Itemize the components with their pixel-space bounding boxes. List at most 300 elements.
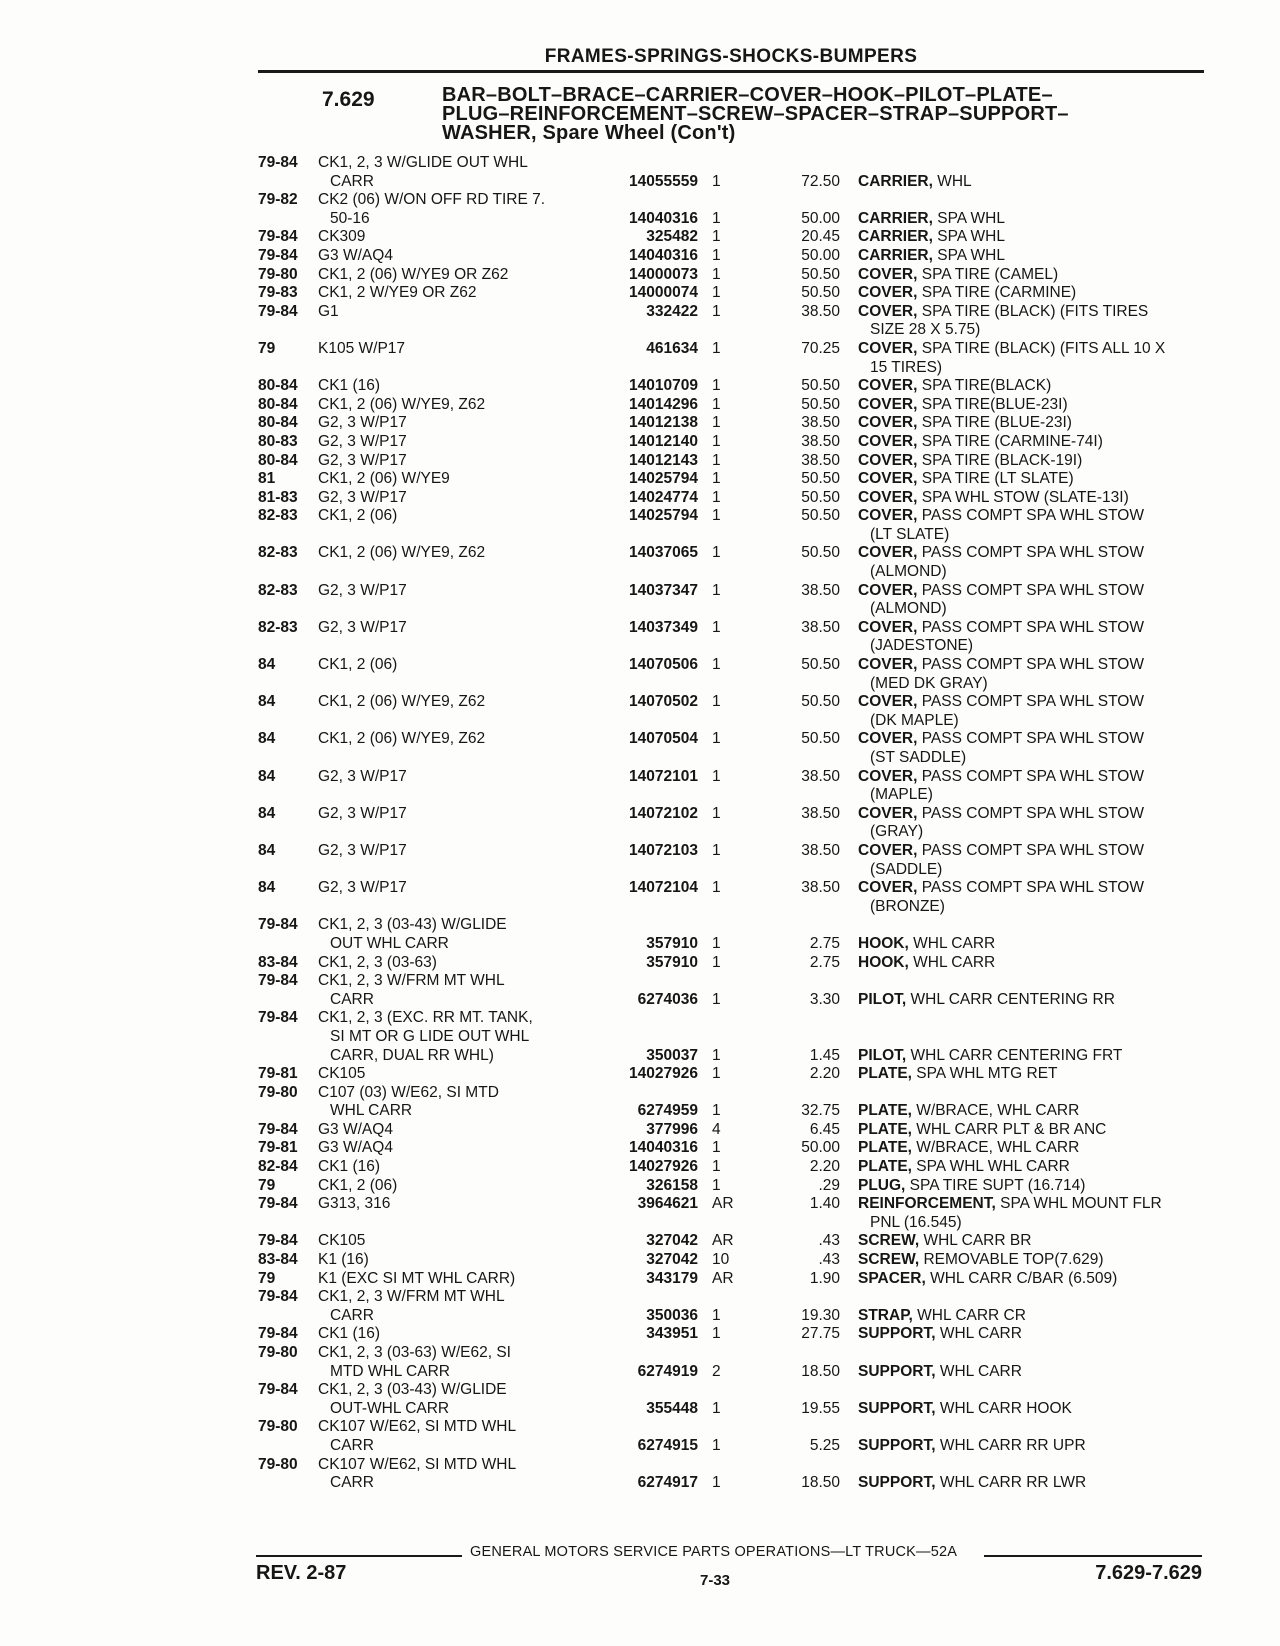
description-line: CK1, 2, 3 (03-43) W/GLIDE — [318, 1381, 507, 1399]
part-number: 14037349 — [629, 618, 698, 636]
part-name-keyword: COVER, — [858, 618, 918, 636]
list-price: 72.50 — [801, 172, 840, 190]
quantity: 1 — [712, 1176, 721, 1194]
quantity: 1 — [712, 339, 721, 357]
part-number: 14027926 — [629, 1065, 698, 1083]
group-title — [442, 86, 1202, 143]
quantity: 1 — [712, 302, 721, 320]
group-title-line: PLUG–REINFORCEMENT–SCREW–SPACER–STRAP–SUPPORT– — [442, 103, 1069, 125]
quantity: 1 — [712, 395, 721, 413]
application-description — [318, 954, 586, 973]
description-line: CK1, 2, 3 (03-63) W/E62, SI — [318, 1344, 511, 1362]
quantity: 1 — [712, 1325, 721, 1343]
description-line: G2, 3 W/P17 — [318, 879, 407, 897]
part-name — [858, 470, 1208, 489]
model-years: 82-83 — [258, 544, 298, 562]
part-name-detail: WHL CARR CENTERING FRT — [906, 1046, 1123, 1064]
table-row — [258, 619, 1208, 656]
part-name — [858, 1139, 1208, 1158]
model-years: 79-84 — [258, 154, 298, 171]
application-description — [318, 284, 586, 303]
part-name-keyword: SCREW, — [858, 1251, 920, 1269]
part-name — [858, 730, 1208, 767]
quantity: 10 — [712, 1251, 730, 1269]
application-description — [318, 396, 586, 415]
table-row — [258, 377, 1208, 396]
list-price: 2.75 — [809, 953, 840, 971]
application-description — [318, 1418, 586, 1455]
application-description — [318, 433, 586, 452]
part-name-keyword: SUPPORT, — [858, 1436, 936, 1454]
list-price: .43 — [818, 1251, 840, 1269]
model-years: 79-84 — [258, 302, 298, 320]
list-price: 50.50 — [801, 284, 840, 302]
part-name-keyword: CARRIER, — [858, 209, 933, 227]
model-years: 82-83 — [258, 618, 298, 636]
description-line: CK1, 2 (06) W/YE9, Z62 — [318, 730, 486, 748]
part-number: 14012138 — [629, 414, 698, 432]
application-description — [318, 1232, 586, 1251]
model-years: 79-80 — [258, 1344, 298, 1362]
application-description — [318, 544, 586, 563]
table-row — [258, 1065, 1208, 1084]
model-years: 84 — [258, 804, 276, 822]
part-name-keyword: CARRIER, — [858, 246, 933, 264]
description-line: G2, 3 W/P17 — [318, 414, 407, 432]
quantity: 1 — [712, 1158, 721, 1176]
part-name — [858, 1437, 1208, 1456]
part-name — [858, 1474, 1208, 1493]
part-name-keyword: PLUG, — [858, 1176, 906, 1194]
table-row — [258, 972, 1208, 1009]
list-price: 50.00 — [801, 209, 840, 227]
application-description — [318, 805, 586, 824]
part-number: 14012140 — [629, 432, 698, 450]
part-name-detail: PASS COMPT SPA WHL STOW — [917, 581, 1144, 599]
application-description — [318, 972, 586, 1009]
model-years: 84 — [258, 656, 276, 674]
list-price: 50.50 — [801, 656, 840, 674]
part-name — [858, 1195, 1208, 1232]
part-name — [858, 619, 1208, 656]
part-name-detail: SPA TIRE (BLACK-19I) — [917, 451, 1083, 469]
part-name-keyword: PLATE, — [858, 1158, 912, 1176]
part-number: 14040316 — [629, 209, 698, 227]
list-price: 50.00 — [801, 246, 840, 264]
part-name-detail: PASS COMPT SPA WHL STOW — [917, 730, 1144, 748]
list-price: 50.50 — [801, 488, 840, 506]
part-name — [858, 210, 1208, 229]
quantity: 1 — [712, 172, 721, 190]
list-price: 2.20 — [809, 1158, 840, 1176]
group-range: 7.629-7.629 — [1095, 1562, 1202, 1584]
part-name-keyword: COVER, — [858, 656, 918, 674]
list-price: 38.50 — [801, 841, 840, 859]
application-description — [318, 452, 586, 471]
part-name — [858, 1270, 1208, 1289]
part-name-keyword: CARRIER, — [858, 172, 933, 190]
table-row — [258, 1344, 1208, 1381]
part-name-detail: W/BRACE, WHL CARR — [911, 1139, 1080, 1157]
part-number: 327042 — [646, 1232, 698, 1250]
quantity: 1 — [712, 246, 721, 264]
part-name-continuation: 15 TIRES) — [870, 358, 943, 376]
revision-label: REV. 2-87 — [256, 1562, 347, 1584]
description-line: CARR — [330, 990, 374, 1008]
footer-publisher: GENERAL MOTORS SERVICE PARTS OPERATIONS—LT TRUCK—52A — [470, 1544, 958, 1560]
part-number: 14024774 — [629, 488, 698, 506]
part-name-detail: WHL CARR CENTERING RR — [906, 990, 1115, 1008]
table-row — [258, 452, 1208, 471]
part-name-keyword: STRAP, — [858, 1306, 913, 1324]
description-line: K1 (16) — [318, 1251, 369, 1269]
list-price: 20.45 — [801, 228, 840, 246]
description-line: WHL CARR — [330, 1102, 413, 1120]
part-name-keyword: PLATE, — [858, 1139, 912, 1157]
part-number: 14072102 — [629, 804, 698, 822]
application-description — [318, 1177, 586, 1196]
part-name-continuation: (ALMOND) — [870, 563, 947, 581]
part-name — [858, 340, 1208, 377]
description-line: CK1, 2 (06) — [318, 507, 398, 525]
part-number: 14000074 — [629, 284, 698, 302]
model-years: 81 — [258, 470, 276, 488]
list-price: 50.50 — [801, 470, 840, 488]
description-line: CARR — [330, 1474, 374, 1492]
table-row — [258, 1288, 1208, 1325]
table-row — [258, 1325, 1208, 1344]
part-name-continuation: (LT SLATE) — [870, 525, 950, 543]
application-description — [318, 1456, 586, 1493]
application-description — [318, 154, 586, 191]
table-row — [258, 247, 1208, 266]
table-row — [258, 1009, 1208, 1065]
table-row — [258, 730, 1208, 767]
part-name — [858, 1251, 1208, 1270]
part-name-keyword: PLATE, — [858, 1065, 912, 1083]
part-number: 343951 — [646, 1325, 698, 1343]
model-years: 82-83 — [258, 507, 298, 525]
parts-table — [258, 154, 1208, 1493]
part-name-detail: REMOVABLE TOP(7.629) — [919, 1251, 1104, 1269]
quantity: 2 — [712, 1362, 721, 1380]
part-name-keyword: COVER, — [858, 451, 918, 469]
model-years: 79 — [258, 339, 276, 357]
part-name-continuation: (SADDLE) — [870, 860, 943, 878]
application-description — [318, 1158, 586, 1177]
part-name-continuation: (MAPLE) — [870, 786, 933, 804]
table-row — [258, 1456, 1208, 1493]
description-line: MTD WHL CARR — [330, 1362, 450, 1380]
model-years: 79-82 — [258, 191, 298, 209]
part-number: 6274959 — [637, 1102, 698, 1120]
table-row — [258, 470, 1208, 489]
part-name-detail: WHL CARR — [908, 934, 996, 952]
model-years: 79 — [258, 1269, 276, 1287]
application-description — [318, 414, 586, 433]
part-name-keyword: REINFORCEMENT, — [858, 1195, 996, 1213]
table-row — [258, 582, 1208, 619]
table-row — [258, 1270, 1208, 1289]
list-price: .29 — [818, 1176, 840, 1194]
part-name-detail: SPA WHL — [932, 246, 1005, 264]
part-number: 14037347 — [629, 581, 698, 599]
description-line: CK1 (16) — [318, 377, 381, 395]
part-name — [858, 656, 1208, 693]
part-name-detail: W/BRACE, WHL CARR — [911, 1102, 1080, 1120]
list-price: 2.75 — [809, 934, 840, 952]
part-name — [858, 414, 1208, 433]
table-row — [258, 1139, 1208, 1158]
part-number: 350036 — [646, 1306, 698, 1324]
description-line: CK1 (16) — [318, 1325, 381, 1343]
model-years: 84 — [258, 841, 276, 859]
part-number: 326158 — [646, 1176, 698, 1194]
part-name-detail: WHL CARR HOOK — [935, 1399, 1072, 1417]
application-description — [318, 228, 586, 247]
part-name-detail: SPA TIRE (CARMINE-74I) — [917, 432, 1103, 450]
quantity: 1 — [712, 470, 721, 488]
part-name-detail: WHL — [932, 172, 972, 190]
application-description — [318, 247, 586, 266]
application-description — [318, 1121, 586, 1140]
model-years: 79-80 — [258, 1455, 298, 1473]
description-line: CK1, 2 (06) W/YE9 OR Z62 — [318, 265, 509, 283]
quantity: 1 — [712, 414, 721, 432]
part-name — [858, 507, 1208, 544]
quantity: 1 — [712, 767, 721, 785]
model-years: 79-84 — [258, 228, 298, 246]
application-description — [318, 916, 586, 953]
quantity: 1 — [712, 284, 721, 302]
part-name — [858, 396, 1208, 415]
part-number: 14014296 — [629, 395, 698, 413]
part-name-detail: SPA TIRE(BLUE-23I) — [917, 395, 1068, 413]
list-price: 3.30 — [809, 990, 840, 1008]
part-name-keyword: COVER, — [858, 879, 918, 897]
part-name-detail: SPA WHL MTG RET — [911, 1065, 1058, 1083]
part-name-keyword: COVER, — [858, 841, 918, 859]
part-name — [858, 1232, 1208, 1251]
part-name-keyword: COVER, — [858, 395, 918, 413]
application-description — [318, 1288, 586, 1325]
part-name — [858, 582, 1208, 619]
application-description — [318, 1344, 586, 1381]
description-line: CK1, 2 (06) W/YE9, Z62 — [318, 544, 486, 562]
part-name — [858, 377, 1208, 396]
quantity: 1 — [712, 879, 721, 897]
part-name-detail: SPA TIRE (CARMINE) — [917, 284, 1077, 302]
part-name — [858, 1102, 1208, 1121]
description-line: CK1, 2, 3 W/GLIDE OUT WHL — [318, 154, 528, 171]
part-name-detail: PASS COMPT SPA WHL STOW — [917, 618, 1144, 636]
description-line: G2, 3 W/P17 — [318, 767, 407, 785]
list-price: 38.50 — [801, 804, 840, 822]
description-line: OUT WHL CARR — [330, 934, 449, 952]
part-name — [858, 954, 1208, 973]
quantity: 1 — [712, 1436, 721, 1454]
model-years: 79-83 — [258, 284, 298, 302]
application-description — [318, 730, 586, 749]
list-price: 32.75 — [801, 1102, 840, 1120]
quantity: 1 — [712, 451, 721, 469]
description-line: SI MT OR G LIDE OUT WHL — [330, 1027, 530, 1045]
page-number: 7-33 — [700, 1572, 731, 1589]
model-years: 84 — [258, 693, 276, 711]
description-line: G1 — [318, 302, 339, 320]
list-price: 6.45 — [809, 1120, 840, 1138]
part-name-detail: SPA TIRE (LT SLATE) — [917, 470, 1074, 488]
application-description — [318, 377, 586, 396]
model-years: 80-84 — [258, 451, 298, 469]
table-row — [258, 507, 1208, 544]
part-number: 14072101 — [629, 767, 698, 785]
description-line: CK309 — [318, 228, 366, 246]
description-line: CK1, 2 (06) — [318, 656, 398, 674]
list-price: 1.90 — [809, 1269, 840, 1287]
quantity: 1 — [712, 1399, 721, 1417]
application-description — [318, 582, 586, 601]
group-title-line: BAR–BOLT–BRACE–CARRIER–COVER–HOOK–PILOT–PLATE– — [442, 84, 1053, 106]
table-row — [258, 842, 1208, 879]
part-name-continuation: SIZE 28 X 5.75) — [870, 321, 981, 339]
part-name-keyword: COVER, — [858, 767, 918, 785]
description-line: CK1, 2, 3 W/FRM MT WHL — [318, 1288, 505, 1306]
part-number: 3964621 — [637, 1195, 698, 1213]
part-name-keyword: COVER, — [858, 693, 918, 711]
quantity: 1 — [712, 1139, 721, 1157]
model-years: 84 — [258, 767, 276, 785]
part-name-continuation: (ST SADDLE) — [870, 749, 967, 766]
model-years: 82-83 — [258, 581, 298, 599]
list-price: 1.45 — [809, 1046, 840, 1064]
list-price: 38.50 — [801, 581, 840, 599]
description-line: C107 (03) W/E62, SI MTD — [318, 1083, 499, 1101]
quantity: 1 — [712, 1065, 721, 1083]
quantity: 1 — [712, 730, 721, 748]
part-name-detail: PASS COMPT SPA WHL STOW — [917, 693, 1144, 711]
part-name-detail: WHL CARR CR — [912, 1306, 1026, 1324]
description-line: CK1 (16) — [318, 1158, 381, 1176]
quantity: 1 — [712, 1474, 721, 1492]
description-line: CK1, 2 W/YE9 OR Z62 — [318, 284, 477, 302]
part-name-detail: WHL CARR BR — [919, 1232, 1032, 1250]
part-name-detail: WHL CARR RR UPR — [935, 1436, 1086, 1454]
description-line: CK2 (06) W/ON OFF RD TIRE 7. — [318, 191, 546, 209]
section-title: FRAMES-SPRINGS-SHOCKS-BUMPERS — [544, 46, 918, 67]
part-number: 357910 — [646, 953, 698, 971]
part-name — [858, 805, 1208, 842]
part-number: 14027926 — [629, 1158, 698, 1176]
part-name — [858, 842, 1208, 879]
group-title-line: WASHER, Spare Wheel (Con't) — [442, 122, 736, 144]
part-name — [858, 284, 1208, 303]
model-years: 84 — [258, 730, 276, 748]
part-name-keyword: COVER, — [858, 339, 918, 357]
part-name-detail: PASS COMPT SPA WHL STOW — [917, 879, 1144, 897]
model-years: 79-80 — [258, 265, 298, 283]
table-row — [258, 414, 1208, 433]
quantity: AR — [712, 1195, 734, 1213]
quantity: 1 — [712, 432, 721, 450]
part-number: 14010709 — [629, 377, 698, 395]
application-description — [318, 340, 586, 359]
quantity: 1 — [712, 618, 721, 636]
application-description — [318, 768, 586, 787]
list-price: 70.25 — [801, 339, 840, 357]
part-name — [858, 303, 1208, 340]
list-price: 50.50 — [801, 377, 840, 395]
table-row — [258, 1158, 1208, 1177]
description-line: K105 W/P17 — [318, 339, 406, 357]
part-name-detail: SPA TIRE (BLUE-23I) — [917, 414, 1072, 432]
part-name-continuation: (GRAY) — [870, 823, 924, 841]
part-name-detail: WHL CARR — [935, 1325, 1022, 1343]
table-row — [258, 396, 1208, 415]
model-years: 79-80 — [258, 1083, 298, 1101]
group-number: 7.629 — [322, 88, 375, 111]
table-row — [258, 340, 1208, 377]
part-name-keyword: COVER, — [858, 284, 918, 302]
description-line: G2, 3 W/P17 — [318, 581, 407, 599]
quantity: AR — [712, 1232, 734, 1250]
header-rule — [258, 70, 1204, 73]
model-years: 79-84 — [258, 246, 298, 264]
part-number: 461634 — [646, 339, 698, 357]
part-name-keyword: COVER, — [858, 265, 918, 283]
description-line: G3 W/AQ4 — [318, 246, 393, 264]
table-row — [258, 154, 1208, 191]
quantity: 1 — [712, 228, 721, 246]
part-name — [858, 768, 1208, 805]
application-description — [318, 842, 586, 861]
quantity: 1 — [712, 990, 721, 1008]
part-name-detail: WHL CARR PLT & BR ANC — [911, 1120, 1107, 1138]
table-row — [258, 1232, 1208, 1251]
application-description — [318, 470, 586, 489]
part-name — [858, 991, 1208, 1010]
list-price: 38.50 — [801, 767, 840, 785]
quantity: 1 — [712, 265, 721, 283]
part-name — [858, 1177, 1208, 1196]
part-name — [858, 1325, 1208, 1344]
description-line: CK105 — [318, 1232, 366, 1250]
part-name — [858, 433, 1208, 452]
part-number: 332422 — [646, 302, 698, 320]
description-line: G3 W/AQ4 — [318, 1139, 393, 1157]
table-row — [258, 1251, 1208, 1270]
part-number: 343179 — [646, 1269, 698, 1287]
model-years: 79-84 — [258, 1009, 298, 1027]
part-name-keyword: COVER, — [858, 507, 918, 525]
part-name-continuation: PNL (16.545) — [870, 1213, 962, 1231]
model-years: 79-81 — [258, 1139, 298, 1157]
part-number: 6274036 — [637, 990, 698, 1008]
footer-rule-left — [256, 1555, 462, 1557]
model-years: 81-83 — [258, 488, 298, 506]
model-years: 79-84 — [258, 1325, 298, 1343]
description-line: G3 W/AQ4 — [318, 1120, 393, 1138]
quantity: 1 — [712, 841, 721, 859]
part-name — [858, 1307, 1208, 1326]
part-name-detail: PASS COMPT SPA WHL STOW — [917, 656, 1144, 674]
description-line: CARR — [330, 1306, 374, 1324]
table-row — [258, 656, 1208, 693]
part-number: 14070506 — [629, 656, 698, 674]
application-description — [318, 1084, 586, 1121]
part-name-detail: PASS COMPT SPA WHL STOW — [917, 544, 1144, 562]
part-name-keyword: SUPPORT, — [858, 1325, 936, 1343]
